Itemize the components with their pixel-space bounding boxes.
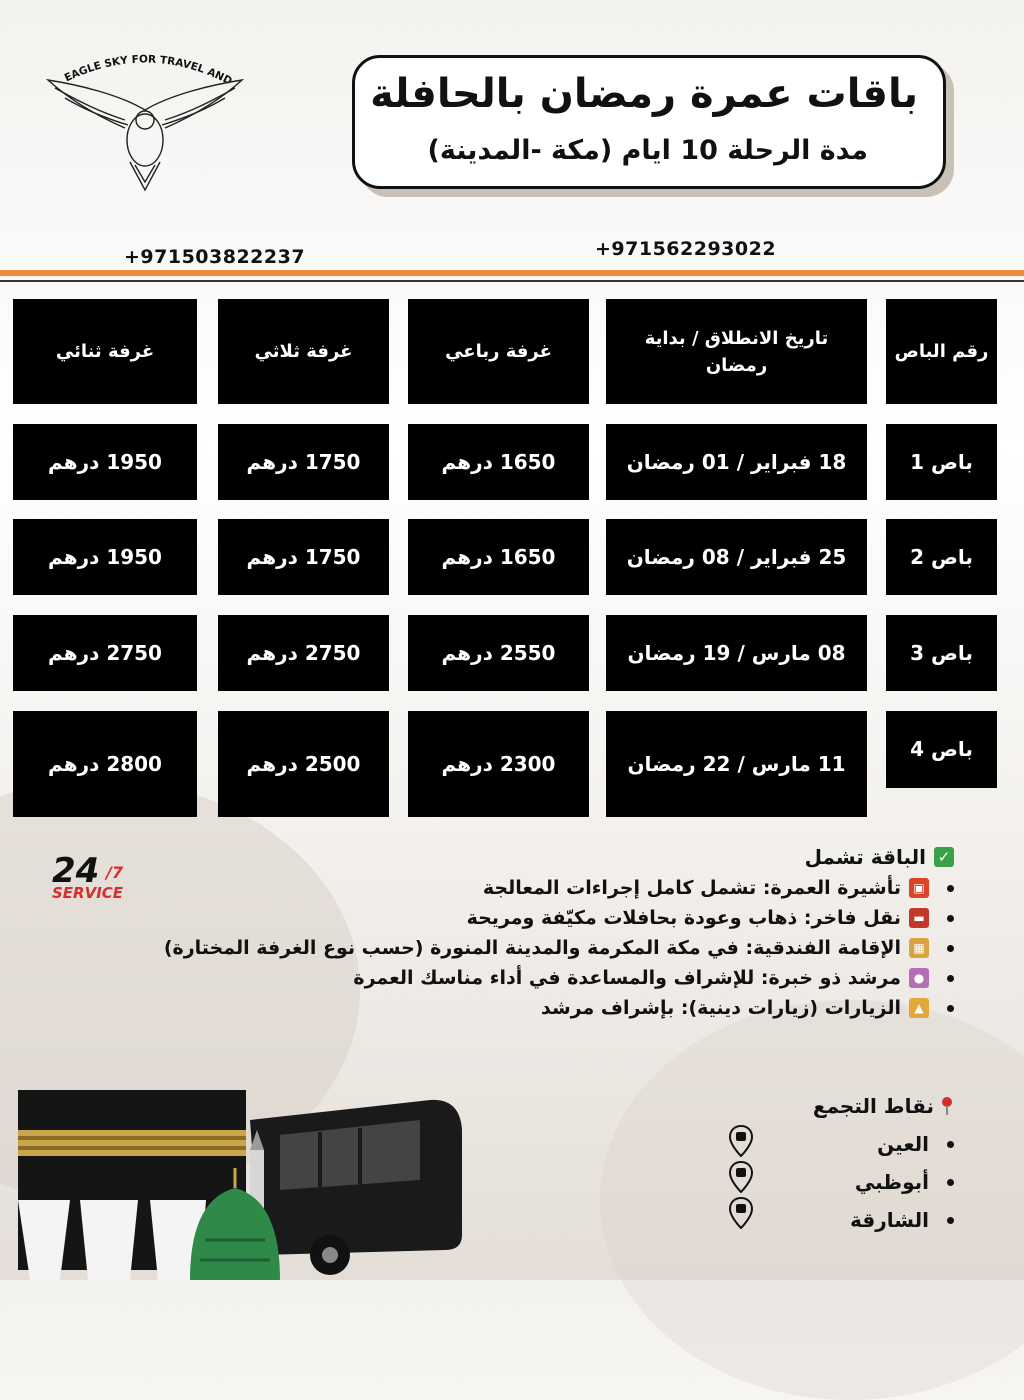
bullet [947,1179,954,1186]
row-2-date: 25 فبراير / 08 رمضان [606,519,867,595]
bus-stop-pin-icon [728,1125,754,1157]
guide-icon: ● [909,968,929,988]
row-3-bus: باص 3 [886,615,997,691]
service-fraction: /7 [106,863,123,882]
bullet [947,1141,954,1148]
location-pin-icon [940,1096,954,1116]
row-2-double-price: 1950 درهم [13,519,197,595]
service-24-7-badge [50,848,140,903]
page-subtitle: مدة الرحلة 10 ايام (مكة -المدينة) [427,135,868,166]
row-1-quad-price: 1650 درهم [408,424,589,500]
bullet [947,975,954,982]
bullet [947,1005,954,1012]
list-item [164,907,954,929]
bus-stop-pin-icon [728,1161,754,1193]
bus-icon: ▬ [909,908,929,928]
gathering-point [813,1170,954,1194]
includes-title-row [164,845,954,869]
row-4-triple-price: 2500 درهم [218,711,389,817]
list-item [164,967,954,989]
gathering-title: نقاط التجمع [812,1094,934,1118]
bus-stop-pin-icon [728,1197,754,1229]
divider-dark [0,280,1024,282]
row-1-double-price: 1950 درهم [13,424,197,500]
title-card [352,55,946,189]
service-label: SERVICE [52,884,124,902]
gathering-point [813,1208,954,1232]
bullet [947,885,954,892]
gathering-point-label: أبوظبي [854,1170,929,1194]
row-3-double-price: 2750 درهم [13,615,197,691]
bullet [947,915,954,922]
header-triple-room: غرفة ثلاثي [218,299,389,404]
check-icon: ✓ [934,847,954,867]
page-title: باقات عمرة رمضان بالحافلة [370,71,918,117]
bullet [947,1217,954,1224]
row-1-bus: باص 1 [886,424,997,500]
row-3-date: 08 مارس / 19 رمضان [606,615,867,691]
phone-number-right[interactable]: +971562293022 [595,238,777,260]
include-text: الإقامة الفندقية: في مكة المكرمة والمدينة المنورة (حسب نوع الغرفة المختارة) [163,937,901,959]
phone-number-left[interactable]: +971503822237 [124,246,306,268]
includes-title: الباقة تشمل [804,845,926,869]
gathering-point-label: الشارقة [850,1208,929,1232]
row-2-triple-price: 1750 درهم [218,519,389,595]
header-double-room: غرفة ثنائي [13,299,197,404]
row-4-date: 11 مارس / 22 رمضان [606,711,867,817]
header-quad-room: غرفة رباعي [408,299,589,404]
list-item [164,937,954,959]
divider-orange [0,270,1024,276]
gathering-title-row [813,1094,954,1118]
row-4-quad-price: 2300 درهم [408,711,589,817]
header-bus-number: رقم الباص [886,299,997,404]
list-item [164,997,954,1019]
gathering-points [813,1094,954,1232]
svg-text:EAGLE SKY FOR TRAVEL AND TYPIN [40,40,234,88]
row-3-triple-price: 2750 درهم [218,615,389,691]
hotel-icon: ▦ [909,938,929,958]
include-text: مرشد ذو خبرة: للإشراف والمساعدة في أداء مناسك العمرة [353,967,901,989]
kaaba-bus-illustration [0,1060,480,1280]
bus-icon [250,1100,462,1275]
row-1-date: 18 فبراير / 01 رمضان [606,424,867,500]
list-item [164,877,954,899]
row-4-bus: باص 4 [886,711,997,788]
header-departure-date: تاريخ الانطلاق / بداية رمضان [606,299,867,404]
include-text: تأشيرة العمرة: تشمل كامل إجراءات المعالجة [482,877,901,899]
row-2-bus: باص 2 [886,519,997,595]
row-2-quad-price: 1650 درهم [408,519,589,595]
gathering-point [813,1132,954,1156]
row-4-double-price: 2800 درهم [13,711,197,817]
package-includes [164,845,954,1019]
bullet [947,945,954,952]
gathering-point-label: العين [877,1132,929,1156]
eagle-logo [40,40,250,200]
row-1-triple-price: 1750 درهم [218,424,389,500]
include-text: الزيارات (زيارات دينية): بإشراف مرشد [541,997,901,1019]
logo-text: EAGLE SKY FOR TRAVEL AND [62,53,234,88]
visa-icon: ▣ [909,878,929,898]
service-number: 24 [52,851,100,891]
row-3-quad-price: 2550 درهم [408,615,589,691]
include-text: نقل فاخر: ذهاب وعودة بحافلات مكيّفة ومريحة [466,907,901,929]
mosque-icon: ▲ [909,998,929,1018]
